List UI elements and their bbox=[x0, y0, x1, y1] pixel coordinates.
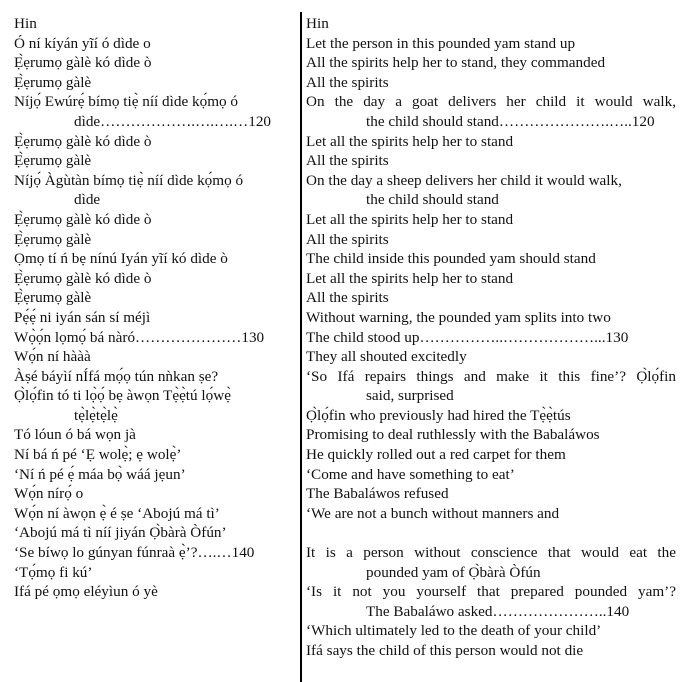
yoruba-verse-line: Àṣé báyìí nÍfá mọ́ọ tún nǹkan ṣe? bbox=[14, 367, 219, 385]
english-verse-line: Ifá says the child of this person would not die bbox=[306, 642, 584, 659]
yoruba-verse-line: ‘Ní ń pé ẹ́ máa bọ̀ wáá jẹun’ bbox=[14, 465, 186, 483]
yoruba-text-column bbox=[14, 14, 298, 602]
english-verse-line: the child should stand………………….…..120 bbox=[366, 112, 655, 130]
yoruba-verse-line: Ifá pé ọmọ eléyìun ó yè bbox=[14, 583, 158, 601]
english-verse-line bbox=[306, 523, 676, 543]
yoruba-verse-line: Ẹ̀ẹrumọ gàlè kó dìde ò bbox=[14, 54, 152, 72]
english-verse-line: The child inside this pounded yam should stand bbox=[306, 250, 596, 268]
english-verse-line: said, surprised bbox=[366, 387, 454, 405]
english-verse-line: Let the person in this pounded yam stand up bbox=[306, 34, 576, 52]
english-verse-line: the child should stand bbox=[366, 191, 499, 209]
yoruba-verse-line: Wọ̀ọ́n lọmọ́ bá nàró…………………130 bbox=[14, 328, 265, 346]
yoruba-verse-line: Pẹ́ẹ́ ni iyán sán sí méjì bbox=[14, 308, 151, 326]
yoruba-verse-line: ‘Se bíwọ lo gúnyan fúnraà ẹ̀’?….…140 bbox=[14, 544, 255, 562]
english-verse-line: All the spirits bbox=[306, 230, 389, 248]
english-verse-line: ‘Is it not you yourself that prepared pounded yam’? bbox=[306, 583, 676, 601]
english-verse-line: All the spirits bbox=[306, 289, 389, 307]
english-verse-line: Let all the spirits help her to stand bbox=[306, 269, 514, 287]
english-verse-line: Let all the spirits help her to stand bbox=[306, 210, 514, 228]
english-verse-line: ‘Come and have something to eat’ bbox=[306, 465, 515, 483]
english-verse-line: The Babaláwos refused bbox=[306, 485, 449, 503]
yoruba-verse-line: Níjọ́ Ewúrẹ́ bímọ tiẹ̀ níí dìde kọ́mọ ó bbox=[14, 93, 238, 111]
yoruba-verse-line: tẹ̀lẹ̀tẹ̀lẹ̀ bbox=[74, 406, 118, 424]
english-verse-line: All the spirits help her to stand, they commanded bbox=[306, 54, 606, 72]
english-verse-line: It is a person without conscience that would eat the bbox=[306, 544, 676, 562]
english-verse-line: Let all the spirits help her to stand bbox=[306, 132, 514, 150]
yoruba-verse-line: ‘Tọ́mọ fi kú’ bbox=[14, 563, 93, 581]
yoruba-verse-line: Ó ní kíyán yĩí ó dìde o bbox=[14, 34, 151, 52]
yoruba-verse-line: Wọ́n ní hààà bbox=[14, 348, 91, 366]
yoruba-verse-line: Ẹ̀ẹrumọ gàlè bbox=[14, 152, 92, 170]
column-divider bbox=[300, 12, 302, 682]
yoruba-verse-line: Ẹ̀ẹrumọ gàlè kó dìde ò bbox=[14, 269, 152, 287]
yoruba-verse-line: Níjọ́ Àgùtàn bímọ tiẹ̀ níí dìde kọ́mọ ó bbox=[14, 171, 244, 189]
english-verse-line: ‘So Ifá repairs things and make it this fine’? Ọ̀lọ́fin bbox=[306, 367, 676, 385]
yoruba-verse-line: Ọmọ tí ń bẹ nínú Iyán yĩí kó dìde ò bbox=[14, 250, 228, 268]
english-verse-line: Without warning, the pounded yam splits into two bbox=[306, 308, 611, 326]
english-verse-line: Promising to deal ruthlessly with the Babaláwos bbox=[306, 426, 600, 444]
yoruba-verse-line: dìde bbox=[74, 191, 101, 209]
english-verse-line: The Babaláwo asked…………………..140 bbox=[366, 602, 630, 620]
yoruba-verse-line: Tó lóun ó bá wọn jà bbox=[14, 426, 136, 444]
yoruba-verse-line: Ẹ̀ẹrumọ gàlè bbox=[14, 73, 92, 91]
yoruba-verse-line: Ẹ̀ẹrumọ gàlè bbox=[14, 230, 92, 248]
english-verse-line: pounded yam of Ọ̀bàrà Òfún bbox=[366, 563, 541, 581]
english-verse-line: All the spirits bbox=[306, 152, 389, 170]
yoruba-verse-line: ‘Abojú má tì níí jiyán Ọ̀bàrà Òfún’ bbox=[14, 524, 227, 542]
yoruba-verse-line: Ẹ̀ẹrumọ gàlè kó dìde ò bbox=[14, 132, 152, 150]
english-verse-line: All the spirits bbox=[306, 73, 389, 91]
english-verse-line: Hin bbox=[306, 15, 329, 32]
english-verse-line: The child stood up……………..………………...130 bbox=[306, 328, 629, 346]
english-verse-line: On the day a sheep delivers her child it would walk, bbox=[306, 171, 622, 189]
english-verse-line: Ọ̀lọ́fin who previously had hired the Tẹ̀ẹ̀tús bbox=[306, 406, 571, 424]
english-translation-column bbox=[306, 14, 676, 661]
yoruba-verse-line: Hin bbox=[14, 15, 37, 32]
english-verse-line: They all shouted excitedly bbox=[306, 348, 467, 366]
english-verse-line: He quickly rolled out a red carpet for them bbox=[306, 446, 566, 464]
english-verse-line: ‘We are not a bunch without manners and bbox=[306, 504, 560, 522]
yoruba-verse-line: dìde……………….….….…120 bbox=[74, 112, 272, 130]
yoruba-verse-line: Ọ̀lọ́fin tó ti lọ̀ọ́ bẹ àwọn Tẹ̀ẹ̀tú lọ́wẹ̀ bbox=[14, 387, 231, 405]
yoruba-verse-line: Wọ́n nírọ́ o bbox=[14, 485, 84, 503]
yoruba-verse-line: Ẹ̀ẹrumọ gàlè kó dìde ò bbox=[14, 210, 152, 228]
yoruba-verse-line: Wọ́n ní àwọn ẹ̀ é ṣe ‘Abojú má tì’ bbox=[14, 504, 220, 522]
english-verse-line: ‘Which ultimately led to the death of your child’ bbox=[306, 622, 602, 640]
yoruba-verse-line: Ní bá ń pé ‘Ẹ wolẹ̀; ẹ wolẹ̀’ bbox=[14, 446, 182, 464]
english-verse-line: On the day a goat delivers her child it would walk, bbox=[306, 93, 676, 111]
yoruba-verse-line: Ẹ̀ẹrumọ gàlè bbox=[14, 289, 92, 307]
